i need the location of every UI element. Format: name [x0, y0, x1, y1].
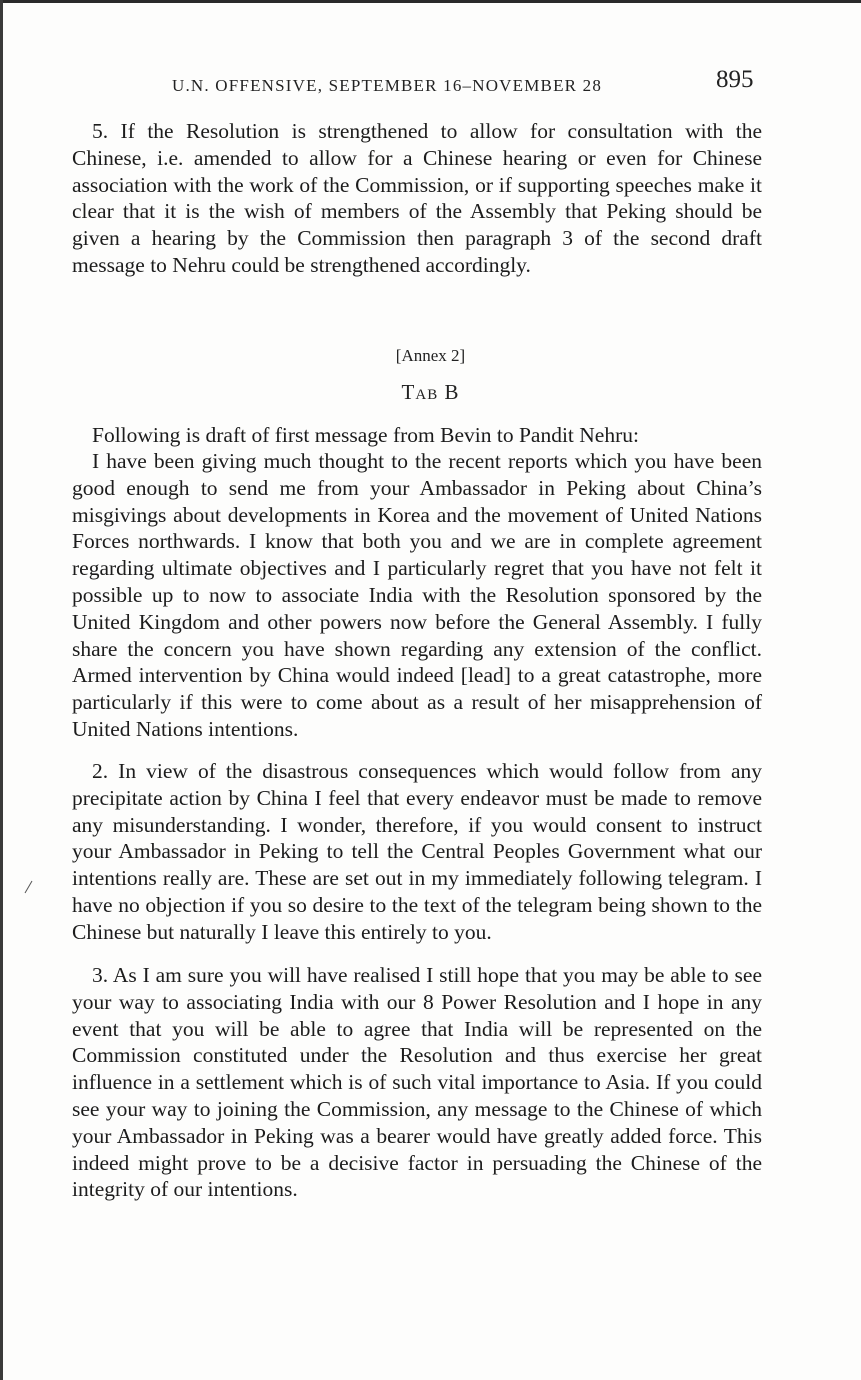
message-paragraph-3: 3. As I am sure you will have realised I still hope that you may be able to see your way to associating India with our 8 Power Resolution and I hope in any event that you will be able to agree that India will be represented on the Commission constituted under the Resolution and thus exercise her great influence in a settlement which is of such vital importance to Asia. If you could see your way to joining the Commission, any message to the Chinese of which your Ambassador in Peking was a bearer would have greatly added force. This indeed might prove to be a decisive factor in persuading the Chinese of the integrity of our intentions. — [72, 963, 762, 1202]
message-paragraph-1: I have been giving much thought to the recent reports which you have been good enough to send me from your Ambassador in Peking about China’s misgivings about developments in Korea and the movement of United Nations Forces northwards. I know that both you and we are in complete agreement regarding ultimate objectives and I particularly regret that you have not felt it possible up to now to associate India with the Resolution sponsored by the United Kingdom and other powers now before the General Assembly. I fully share the concern you have shown regarding any extension of the conflict. Armed intervention by China would indeed [lead] to a great catastrophe, more particularly if this were to come about as a result of her misapprehension of United Nations intentions. — [72, 449, 762, 741]
margin-pencil-mark — [25, 881, 33, 894]
page-number: 895 — [716, 66, 754, 93]
top-edge-rule — [0, 0, 861, 3]
running-head: U.N. OFFENSIVE, SEPTEMBER 16–NOVEMBER 28 — [172, 76, 603, 95]
paragraph-5: 5. If the Resolution is strengthened to allow for consultation with the Chinese, i.e. amended to allow for a Chinese hearing or even for Chinese association with the work of the Commission, or if supporting speeches make it clear that it is the wish of members of the Assembly that Peking should be given a hearing by the Commission then paragraph 3 of the second draft message to Nehru could be strengthened accordingly. — [72, 119, 762, 277]
left-edge-rule — [0, 0, 3, 1380]
message-paragraph-2: 2. In view of the disastrous consequences which would follow from any precipitate action by China I feel that every endeavor must be made to remove any misunderstanding. I wonder, therefore, if you would consent to instruct your Ambassador in Peking to tell the Central Peoples Government what our intentions really are. These are set out in my immediately following telegram. I have no objection if you so desire to the text of the telegram being shown to the Chinese but naturally I leave this entirely to you. — [72, 759, 762, 944]
tab-heading: Tab B — [401, 380, 460, 404]
annex-label: [Annex 2] — [395, 346, 466, 365]
message-intro: Following is draft of first message from Bevin to Pandit Nehru: — [92, 423, 639, 447]
